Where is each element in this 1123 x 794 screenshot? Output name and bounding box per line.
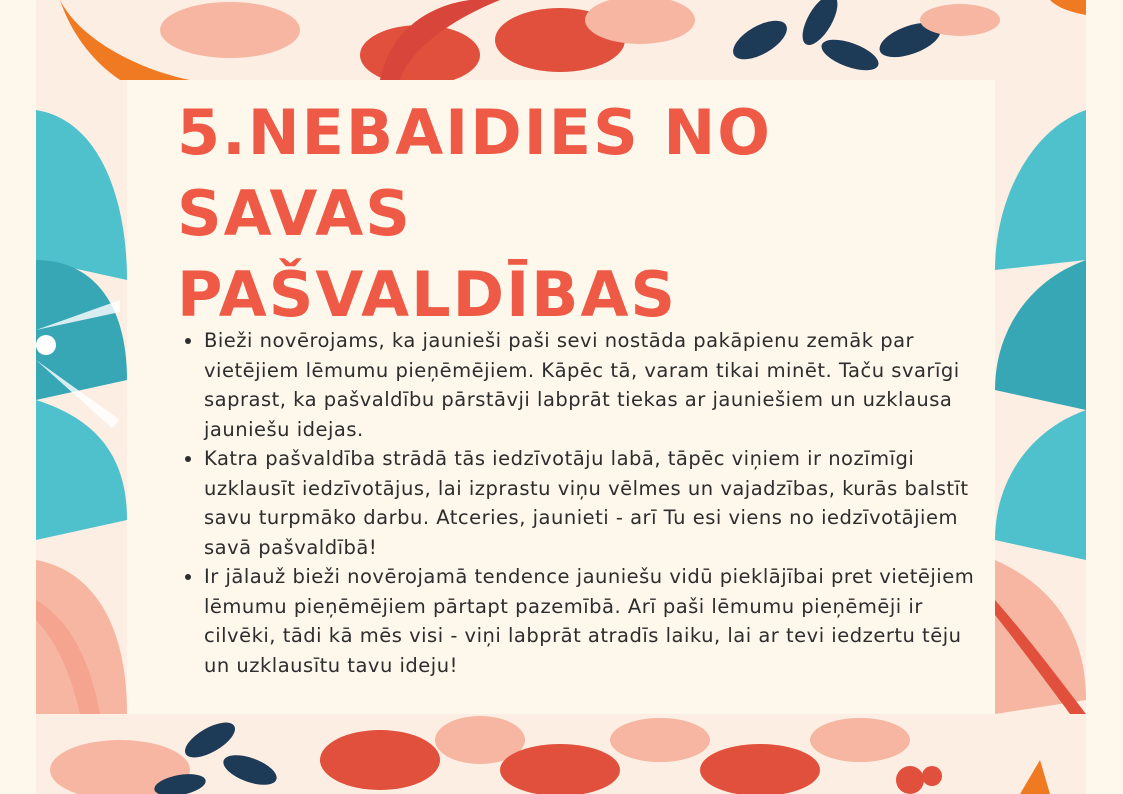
title-line-3: PAŠVALDĪBAS: [177, 258, 678, 331]
page-title: [177, 92, 772, 335]
title-line-2: SAVAS: [177, 177, 412, 250]
title-line-1: 5.NEBAIDIES NO: [177, 96, 772, 169]
bullet-item: • Katra pašvaldība strādā tās iedzīvotāju labā, tāpēc viņiem ir nozīmīgi uzklausīt iedzīvotājus, lai izprastu viņu vēlmes un vajadzības, kurās balstīt savu turpmāko darbu. Atceries, jaunieti - arī Tu esi viens no iedzīvotājiem savā pašvaldībā!: [204, 444, 979, 562]
bottom-floral-band: [36, 714, 1086, 794]
bullet-item: • Bieži novērojams, ka jaunieši paši sevi nostāda pakāpienu zemāk par vietējiem lēmumu pieņēmējiem. Kāpēc tā, varam tikai minēt. Taču svarīgi saprast, ka pašvaldību pārstāvji labprāt tiekas ar jauniešiem un uzklausa jauniešu idejas.: [204, 326, 979, 444]
bullet-item: • Ir jālauž bieži novērojamā tendence jauniešu vidū pieklājībai pret vietējiem lēmumu pieņēmējiem pārtapt pazemībā. Arī paši lēmumu pieņēmēji ir cilvēki, tādi kā mēs visi - viņi labprāt atradīs laiku, lai ar tevi iedzertu tēju un uzklausītu tavu ideju!: [204, 562, 979, 680]
bullet-list: [177, 326, 979, 680]
